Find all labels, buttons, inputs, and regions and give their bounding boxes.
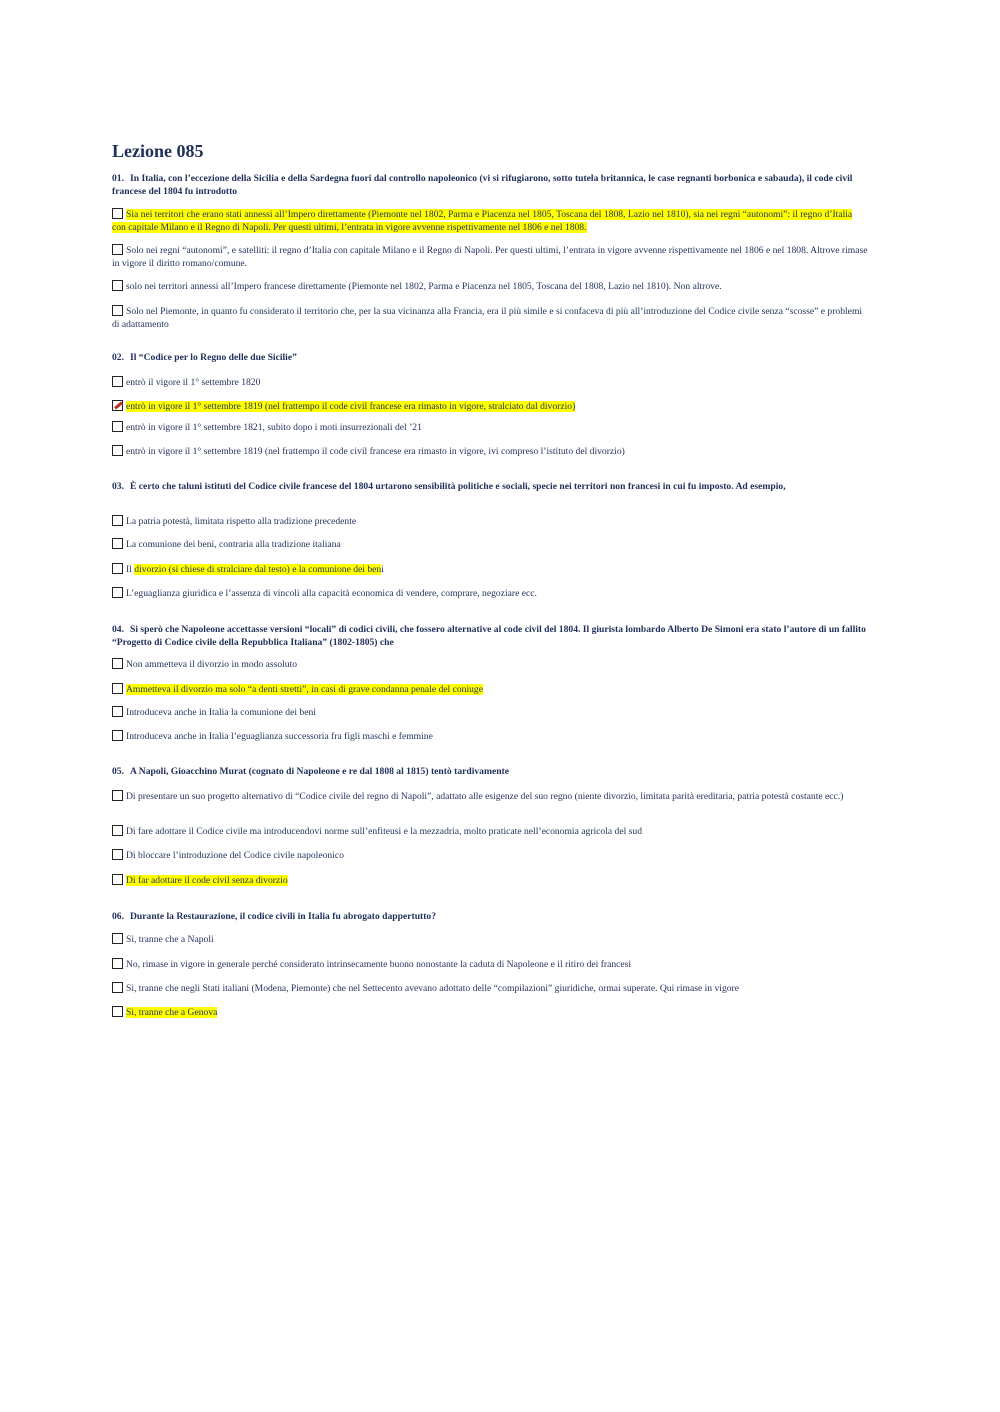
question-text xyxy=(112,481,868,494)
answer-option-05-a[interactable] xyxy=(112,790,868,804)
question-body: Si sperò che Napoleone accettasse versioni “locali” di codici civili, che fossero alternative al code civil del 1804. Il giurista lombardo Alberto De Simoni era stato l’autore di un fallito “Progetto di Codice civile della Repubblica Italiana” (1802-1805) che xyxy=(112,624,866,648)
option-text: divorzio (si chiese di stralciare dal testo) e la comunione dei ben xyxy=(134,564,382,575)
question-number: 03. xyxy=(112,481,124,492)
checkbox[interactable] xyxy=(112,563,123,574)
answer-option-02-b[interactable] xyxy=(112,400,868,414)
checkbox[interactable] xyxy=(112,1006,123,1017)
checkbox[interactable] xyxy=(112,730,123,741)
answer-option-06-a[interactable] xyxy=(112,933,868,947)
checkbox[interactable] xyxy=(112,244,123,255)
question-body: A Napoli, Gioacchino Murat (cognato di Napoleone e re dal 1808 al 1815) tentò tardivamente xyxy=(130,766,510,777)
option-text: Sì, tranne che a Napoli xyxy=(126,934,214,945)
answer-option-04-b[interactable] xyxy=(112,683,868,697)
question-body: È certo che taluni istituti del Codice civile francese del 1804 urtarono sensibilità politiche e sociali, specie nei territori non francesi in cui fu imposto. Ad esempio, xyxy=(130,481,786,492)
option-text: entrò in vigore il 1° settembre 1821, subito dopo i moti insurrezionali del ’21 xyxy=(126,422,422,433)
option-text: Solo nel Piemonte, in quanto fu considerato il territorio che, per la sua vicinanza alla Francia, era il più simile e si confaceva di più all’introduzione del Codice civile senza “scosse” e problemi di adattamento xyxy=(112,306,863,330)
option-text: Di far adottare il code civil senza divorzio xyxy=(126,875,288,886)
option-text: entrò in vigore il 1° settembre 1819 (nel frattempo il code civil francese era rimasto in vigore, ivi compreso l’istituto del divorzio) xyxy=(126,446,625,457)
answer-option-01-a[interactable] xyxy=(112,208,868,234)
checkbox[interactable] xyxy=(112,305,123,316)
option-text: La patria potestà, limitata rispetto alla tradizione precedente xyxy=(126,516,357,527)
option-text: La comunione dei beni, contraria alla tradizione italiana xyxy=(126,539,341,550)
question-01 xyxy=(112,173,868,198)
answer-option-05-b[interactable] xyxy=(112,825,868,839)
option-prefix: Il xyxy=(126,564,135,575)
question-number: 05. xyxy=(112,766,124,777)
question-04 xyxy=(112,624,868,649)
question-body: Durante la Restaurazione, il codice civili in Italia fu abrogato dappertutto? xyxy=(130,911,437,922)
checkbox[interactable] xyxy=(112,376,123,387)
answer-option-06-d[interactable] xyxy=(112,1006,868,1020)
option-text: entrò in vigore il 1° settembre 1819 (nel frattempo il code civil francese era rimasto in vigore, stralciato dal divorzio) xyxy=(126,401,576,412)
answer-option-05-c[interactable] xyxy=(112,849,868,863)
question-body: In Italia, con l’eccezione della Sicilia e della Sardegna fuori dal controllo napoleonico (vi si rifugiarono, sotto tutela britannica, le case regnanti borbonica e sabauda), il code civil francese del 1804 fu introdotto xyxy=(112,173,853,197)
question-text xyxy=(112,173,868,198)
answer-option-02-d[interactable] xyxy=(112,445,868,459)
question-06 xyxy=(112,911,868,924)
answer-option-01-c[interactable] xyxy=(112,280,868,294)
option-text: No, rimase in vigore in generale perché considerato intrinsecamente buono nonostante la caduta di Napoleone e il ritiro dei francesi xyxy=(126,959,632,970)
answer-option-04-a[interactable] xyxy=(112,658,868,672)
answer-option-01-d[interactable] xyxy=(112,305,868,331)
checkbox[interactable] xyxy=(112,982,123,993)
checkbox[interactable] xyxy=(112,587,123,598)
option-text: Sì, tranne che negli Stati italiani (Modena, Piemonte) che nel Settecento avevano adottato delle “compilazioni” giuridiche, ormai superate. Qui rimase in vigore xyxy=(126,983,739,994)
checkbox[interactable] xyxy=(112,421,123,432)
question-02 xyxy=(112,352,868,365)
answer-option-03-c[interactable] xyxy=(112,563,868,577)
checkbox[interactable] xyxy=(112,706,123,717)
checkbox[interactable] xyxy=(112,933,123,944)
option-text: Di fare adottare il Codice civile ma introducendovi norme sull’enfiteusi e la mezzadria, molto praticate nell’economia agricola del sud xyxy=(126,826,642,837)
answer-option-03-d[interactable] xyxy=(112,587,868,601)
question-number: 02. xyxy=(112,352,124,363)
checkbox[interactable] xyxy=(112,683,123,694)
answer-option-01-b[interactable] xyxy=(112,244,868,270)
checkbox[interactable] xyxy=(112,208,123,219)
option-text: entrò il vigore il 1° settembre 1820 xyxy=(126,377,261,388)
answer-option-02-c[interactable] xyxy=(112,421,868,435)
answer-option-02-a[interactable] xyxy=(112,376,868,390)
question-text xyxy=(112,911,868,924)
option-text: Solo nei regni “autonomi”, e satelliti: il regno d’Italia con capitale Milano e il Regno di Napoli. Per questi ultimi, l’entrata in vigore avvenne rispettivamente nel 1806 e nel 1808. Altrove rimase in vigore il diritto romano/comune. xyxy=(112,245,868,269)
option-text: Sia nei territori che erano stati annessi all’Impero direttamente (Piemonte nel 1802, Parma e Piacenza nel 1805, Toscana del 1808, Lazio nel 1810), sia nei regni “autonomi”: il regno d’Italia con capitale Milano e il Regno di Napoli. Per questi ultimi, l’entrata in vigore avvenne rispettivamente nel 1806 e nel 1808. xyxy=(112,209,853,233)
answer-option-04-d[interactable] xyxy=(112,730,868,744)
lesson-title: Lezione 085 xyxy=(112,141,204,161)
checkbox[interactable] xyxy=(112,445,123,456)
checkbox[interactable] xyxy=(112,538,123,549)
answer-option-04-c[interactable] xyxy=(112,706,868,720)
question-text xyxy=(112,766,868,779)
checkbox[interactable] xyxy=(112,874,123,885)
checkbox[interactable] xyxy=(112,515,123,526)
answer-option-05-d[interactable] xyxy=(112,874,868,888)
option-text: Ammetteva il divorzio ma solo “a denti stretti”, in casi di grave condanna penale del coniuge xyxy=(126,684,483,695)
checkbox[interactable] xyxy=(112,658,123,669)
checkbox[interactable] xyxy=(112,790,123,801)
option-suffix: i xyxy=(381,564,384,575)
answer-option-03-b[interactable] xyxy=(112,538,868,552)
checkbox[interactable] xyxy=(112,958,123,969)
question-03 xyxy=(112,481,868,494)
answer-option-06-c[interactable] xyxy=(112,982,868,996)
question-05 xyxy=(112,766,868,779)
checkbox[interactable] xyxy=(112,849,123,860)
question-body: Il “Codice per lo Regno delle due Sicilie” xyxy=(130,352,297,363)
answer-option-03-a[interactable] xyxy=(112,515,868,529)
question-text xyxy=(112,352,868,365)
option-text: L’eguaglianza giuridica e l’assenza di vincoli alla capacità economica di vendere, comprare, negoziare ecc. xyxy=(126,588,537,599)
question-number: 06. xyxy=(112,911,124,922)
option-text: Di presentare un suo progetto alternativo di “Codice civile del regno di Napoli”, adattato alle esigenze del suo regno (niente divorzio, limitata parità ereditaria, patria potestà costante ecc.) xyxy=(126,791,844,802)
option-text: Di bloccare l’introduzione del Codice civile napoleonico xyxy=(126,850,344,861)
option-text: Sì, tranne che a Genova xyxy=(126,1007,218,1018)
question-text xyxy=(112,624,868,649)
answer-option-06-b[interactable] xyxy=(112,958,868,972)
option-text: Introduceva anche in Italia la comunione dei beni xyxy=(126,707,316,718)
question-number: 04. xyxy=(112,624,124,635)
checkbox[interactable] xyxy=(112,825,123,836)
question-number: 01. xyxy=(112,173,124,184)
option-text: Introduceva anche in Italia l’eguaglianza successoria fra figli maschi e femmine xyxy=(126,731,433,742)
option-text: Non ammetteva il divorzio in modo assoluto xyxy=(126,659,298,670)
checkbox[interactable] xyxy=(112,280,123,291)
option-text: solo nei territori annessi all’Impero francese direttamente (Piemonte nel 1802, Parma e Piacenza nel 1805, Toscana del 1808, Lazio nel 1810). Non altrove. xyxy=(126,281,722,292)
checked-checkbox[interactable] xyxy=(112,400,123,411)
